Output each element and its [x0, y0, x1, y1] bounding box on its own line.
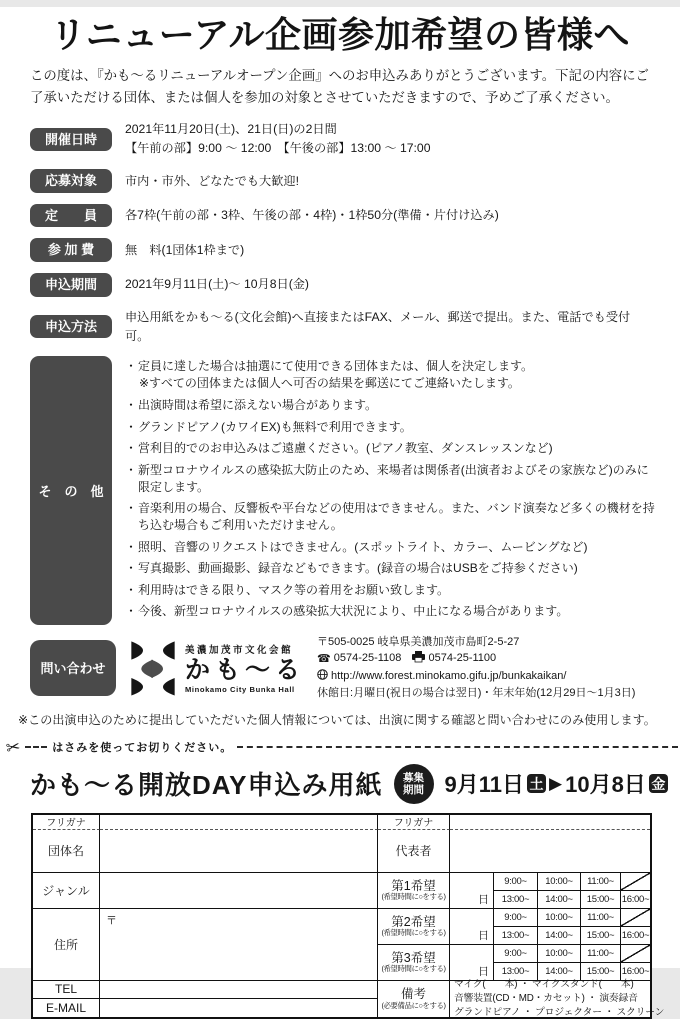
address-label: 住所: [33, 909, 100, 981]
wish3-time-1600[interactable]: 16:00~: [621, 963, 650, 981]
equipment-line-piano[interactable]: グランドピアノ ・ プロジェクター ・ スクリーン: [454, 1006, 665, 1018]
wish3-label: 第3希望 (希望時間に○をする): [378, 945, 450, 981]
wish2-time-1300[interactable]: 13:00~: [494, 927, 538, 945]
contact-section: [30, 634, 658, 702]
intro-paragraph: この度は、『かも〜るリニューアルオープン企画』へのお申込みありがとうございます。下記の内容にご了承いただける団体、または個人を参加の対象とさせていただきますので、予めご了承ください。: [30, 68, 649, 105]
wish3-blank-cell: [621, 945, 650, 963]
fee-content: 無 料(1団体1枠まで): [125, 242, 245, 257]
wish1-time-1400[interactable]: 14:00~: [538, 891, 581, 909]
address-input[interactable]: [100, 909, 378, 981]
equipment-line-mic[interactable]: マイク( 本) ・ マイクスタンド( 本): [454, 978, 634, 990]
flyer-page: [0, 7, 680, 1018]
wish2-day-input[interactable]: 日: [450, 909, 494, 945]
other-note-item: ・ 営利目的でのお申込みはご遠慮ください。(ピアノ教室、ダンスレッスンなど): [125, 440, 658, 457]
wish2-blank-cell: [621, 909, 650, 927]
fax-icon: [412, 651, 425, 668]
tag-eligibility: 応募対象: [30, 169, 112, 193]
info-row-fee: [30, 238, 650, 262]
genre-label: ジャンル: [33, 873, 100, 909]
furigana-label-left: フリガナ: [33, 815, 100, 830]
scissors-icon: ✂: [4, 736, 22, 758]
postmark-symbol: 〒: [106, 914, 117, 927]
representative-kana-input[interactable]: [450, 815, 650, 830]
wish3-time-1300[interactable]: 13:00~: [494, 963, 538, 981]
group-name-label: 団体名: [33, 830, 100, 873]
info-row-application-method: [30, 308, 650, 346]
info-row-eligibility: [30, 169, 650, 193]
representative-input[interactable]: [450, 830, 650, 873]
eligibility-content: 市内・市外、どなたでも大歓迎!: [125, 173, 300, 188]
contact-phone-fax-line: [317, 650, 635, 668]
tag-application-method: 申込方法: [30, 315, 112, 339]
wish2-time-1500[interactable]: 15:00~: [581, 927, 621, 945]
wish1-time-1100[interactable]: 11:00~: [581, 873, 621, 891]
phone-icon: ☎: [317, 653, 331, 666]
period-end-weekday: 金: [649, 774, 668, 793]
closed-days: 休館日:月曜日(祝日の場合は翌日)・年末年始(12月29日〜1月3日): [317, 687, 636, 700]
email-input[interactable]: [100, 999, 378, 1017]
tag-capacity: 定 員: [30, 204, 112, 228]
cut-line: [4, 736, 678, 758]
wish2-label: 第2希望 (希望時間に○をする): [378, 909, 450, 945]
venue-logo-text: [185, 642, 305, 694]
application-method-content: 申込用紙をかも〜る(文化会館)へ直接またはFAX、メール、郵送で提出。また、電話でも受付可。: [125, 309, 631, 343]
equipment-options[interactable]: [450, 978, 665, 1018]
period-end-date: 10月8日: [565, 772, 646, 798]
wish3-day-input[interactable]: 日: [450, 945, 494, 981]
wish1-time-1600[interactable]: 16:00~: [621, 891, 650, 909]
equipment-line-audio[interactable]: 音響装置(CD・MD・カセット) ・ 演奏録音: [454, 992, 638, 1004]
genre-input[interactable]: [100, 873, 378, 909]
wish2-time-1600[interactable]: 16:00~: [621, 927, 650, 945]
kamool-logo-icon: [128, 638, 178, 698]
tag-application-period: 申込期間: [30, 273, 112, 297]
wish1-time-0900[interactable]: 9:00~: [494, 873, 538, 891]
wish3-time-0900[interactable]: 9:00~: [494, 945, 538, 963]
datetime-line1: 2021年11月20日(土)、21日(日)の2日間: [125, 122, 337, 137]
representative-label: 代表者: [378, 830, 450, 873]
tag-other: そ の 他: [30, 356, 112, 624]
contact-url-line: [317, 668, 635, 686]
info-section: [30, 120, 650, 345]
other-note-item: ・ 利用時はできる限り、マスク等の着用をお願い致します。: [125, 582, 658, 599]
info-row-datetime: [30, 120, 650, 158]
datetime-line2: 【午前の部】9:00 〜 12:00 【午後の部】13:00 〜 17:00: [125, 141, 431, 156]
fax-number: 0574-25-1100: [428, 652, 497, 665]
wish1-time-1000[interactable]: 10:00~: [538, 873, 581, 891]
venue-address: 〒505-0025 岐阜県美濃加茂市島町2-5-27: [317, 635, 520, 648]
tag-fee: 参 加 費: [30, 238, 112, 262]
venue-logo: [128, 638, 305, 698]
phone-number: 0574-25-1108: [333, 652, 402, 665]
other-note-item: ・ 音楽利用の場合、反響板や平台などの使用はできません。また、バンド演奏など多くの機材を持ち込む場合もご利用いただけません。: [125, 500, 658, 534]
wish2-time-1400[interactable]: 14:00~: [538, 927, 581, 945]
wish3-time-1400[interactable]: 14:00~: [538, 963, 581, 981]
form-title: かも〜る開放DAY申込み用紙: [30, 770, 383, 801]
period-start-weekday: 土: [527, 774, 546, 793]
other-section: [30, 356, 658, 624]
furigana-label-right: フリガナ: [378, 815, 450, 830]
venue-org-name: 美濃加茂市文化会館: [185, 644, 294, 656]
venue-name: かも〜る: [185, 655, 306, 684]
wish2-time-1000[interactable]: 10:00~: [538, 909, 581, 927]
datetime-content: [125, 120, 430, 158]
tag-contact: 問い合わせ: [30, 640, 116, 696]
application-period-content: 2021年9月11日(土)〜 10月8日(金): [125, 277, 309, 292]
tel-input[interactable]: [100, 981, 378, 999]
other-notes-list: [125, 356, 658, 624]
other-note-item: ・ グランドピアノ(カワイEX)も無料で利用できます。: [125, 419, 658, 436]
other-note-item: ・ 照明、音響のリクエストはできません。(スポットライト、カラー、ムービングなど): [125, 539, 658, 556]
wish2-time-1100[interactable]: 11:00~: [581, 909, 621, 927]
wish3-time-1000[interactable]: 10:00~: [538, 945, 581, 963]
wish1-day-input[interactable]: 日: [450, 873, 494, 909]
privacy-note: ※この出演申込のために提出していただいた個人情報については、出演に関する確認と問い合わせにのみ使用します。: [18, 712, 656, 727]
wish3-time-1100[interactable]: 11:00~: [581, 945, 621, 963]
form-header: [30, 764, 666, 804]
wish2-time-0900[interactable]: 9:00~: [494, 909, 538, 927]
tag-datetime: 開催日時: [30, 128, 112, 152]
other-note-item: ・ 定員に達した場合は抽選にて使用できる団体または、個人を決定します。 ※すべての団体または個人へ可否の結果を郵送にてご連絡いたします。: [125, 358, 658, 392]
info-row-capacity: [30, 204, 650, 228]
wish1-blank-cell: [621, 873, 650, 891]
venue-name-en: Minokamo City Bunka Hall: [185, 684, 295, 694]
other-note-item: ・ 出演時間は希望に添えない場合があります。: [125, 397, 658, 414]
arrow-icon: ▶: [549, 773, 563, 793]
cut-dash: [25, 746, 47, 748]
recruitment-period-badge: 募集 期間: [394, 764, 434, 804]
other-note-subnote: ※すべての団体または個人へ可否の結果を郵送にてご連絡いたします。: [139, 376, 520, 391]
period-start-date: 9月11日: [444, 772, 525, 798]
application-form-table: [31, 813, 665, 1019]
venue-url[interactable]: http://www.forest.minokamo.gifu.jp/bunkakaikan/: [331, 669, 567, 682]
contact-details: [317, 634, 635, 702]
email-label: E-MAIL: [33, 999, 100, 1017]
globe-icon: [317, 669, 328, 686]
group-name-kana-input[interactable]: [100, 815, 378, 830]
info-row-application-period: [30, 273, 650, 297]
other-note-item: ・ 写真撮影、動画撮影、録音などもできます。(録音の場合はUSBをご持参ください): [125, 560, 658, 577]
other-note-item: ・ 新型コロナウイルスの感染拡大防止のため、来場者は関係者(出演者およびその家族など)のみに限定します。: [125, 462, 658, 496]
wish1-time-1300[interactable]: 13:00~: [494, 891, 538, 909]
cut-instruction: はさみを使ってお切りください。: [52, 742, 233, 755]
wish1-time-1500[interactable]: 15:00~: [581, 891, 621, 909]
wish1-label: 第1希望 (希望時間に○をする): [378, 873, 450, 909]
tel-label: TEL: [33, 981, 100, 999]
capacity-content: 各7枠(午前の部・3枠、午後の部・4枠)・1枠50分(準備・片付け込み): [125, 208, 499, 223]
wish3-time-1500[interactable]: 15:00~: [581, 963, 621, 981]
recruitment-period-dates: [445, 768, 668, 799]
page-title: リニューアル企画参加希望の皆様へ: [49, 14, 631, 55]
group-name-input[interactable]: [100, 830, 378, 873]
notes-label: 備考 (必要備品に○をする): [378, 981, 450, 1017]
cut-dash: [237, 746, 678, 748]
other-note-item: ・ 今後、新型コロナウイルスの感染拡大状況により、中止になる場合があります。: [125, 603, 658, 620]
